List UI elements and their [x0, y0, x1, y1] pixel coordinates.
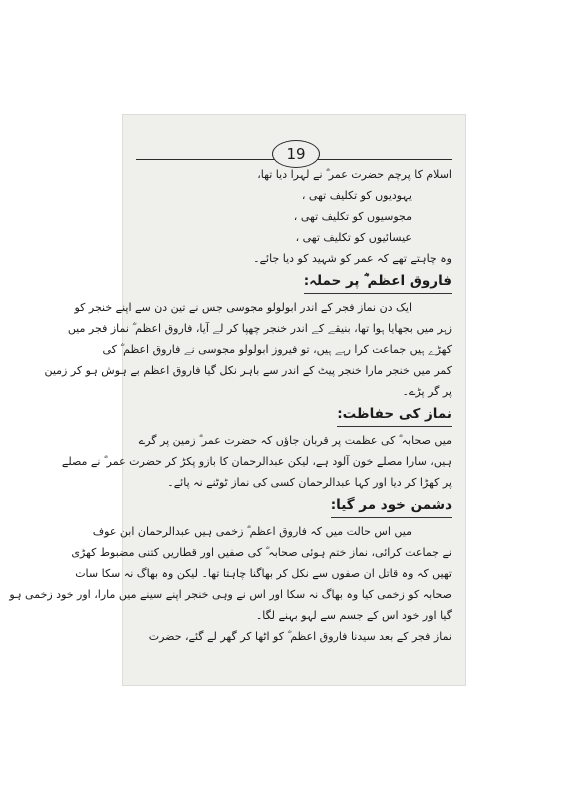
section-attack [44, 269, 452, 402]
section-heading: نماز کی حفاظت: [337, 404, 452, 427]
paragraph-line: میں اس حالت میں کہ فاروق اعظم ؓ زخمی ہیں عبدالرحمان ابن عوف [92, 525, 412, 538]
paragraph-line: نماز فجر کے بعد سیدنا فاروق اعظم ؓ کو اٹھا کر گھر لے گئے، حضرت [148, 630, 452, 643]
page-number: 19 [272, 140, 320, 168]
paragraph-line: گیا اور خود اس کے جسم سے لہو بہنے لگا۔ [255, 609, 452, 622]
paragraph-line: نے جماعت کرائی، نماز ختم ہوئی صحابہ ؓ کی صفیں اور قطاریں کتنی مضبوط کھڑی [71, 546, 452, 559]
book-page [9, 114, 466, 686]
intro-line: اسلام کا پرچم حضرت عمر ؓ نے لہرا دیا تھا، [257, 168, 452, 181]
paragraph-line: پر گر پڑے۔ [402, 385, 452, 398]
section-enemy [9, 493, 452, 647]
page-text [9, 164, 452, 647]
intro-closing: وہ چاہتے تھے کہ عمر کو شہید کو دیا جائے۔ [253, 252, 452, 265]
paragraph-line: کھڑے ہیں جماعت کرا رہے ہیں، تو فیروز ابولولو مجوسی نے فاروق اعظم ؓ کی [102, 343, 452, 356]
section-heading: فاروق اعظم ؓ پر حملہ: [304, 271, 452, 294]
paragraph-line: ایک دن نماز فجر کے اندر ابولولو مجوسی جس نے تین دن سے اپنے خنجر کو [74, 301, 412, 314]
paragraph-line: زہر میں بجھایا ہوا تھا، بنیقے کے اندر خنجر چھپا کر لے آیا، فاروق اعظم ؓ نماز فجر میں [67, 322, 452, 335]
list-item: عیسائیوں کو تکلیف تھی ، [295, 231, 412, 244]
paragraph-line: ہیں، سارا مصلے خون آلود ہے، لیکن عبدالرحمان کا بازو پکڑ کر حضرت عمر ؓ نے مصلے [61, 455, 452, 468]
section-heading: دشمن خود مر گیا: [331, 495, 452, 518]
paragraph-line: تھیں کہ وہ قاتل ان صفوں سے نکل کر بھاگنا چاہتا تھا۔ لیکن وہ بھاگ نہ سکا سات [75, 567, 452, 580]
paragraph-line: پر کھڑا کر دیا اور کہا عبدالرحمان کسی کی نماز ٹوٹنے نہ پائے۔ [167, 476, 452, 489]
paragraph-line: میں صحابہ ؓ کی عظمت پر قربان جاؤں کہ حضرت عمر ؓ زمین پر گرے [138, 434, 452, 447]
list-item: یہودیوں کو تکلیف تھی ، [301, 189, 412, 202]
paragraph-line: کمر میں خنجر مارا خنجر پیٹ کے اندر سے باہر نکل گیا فاروق اعظم بے ہوش ہو کر زمین [44, 364, 452, 377]
list-item: مجوسیوں کو تکلیف تھی ، [293, 210, 412, 223]
section-prayer [61, 402, 452, 493]
paragraph-line: صحابہ کو زخمی کیا وہ بھاگ نہ سکا اور اس نے وہی خنجر اپنے سینے میں مارا، اور خود زخمی ہو [9, 588, 452, 601]
